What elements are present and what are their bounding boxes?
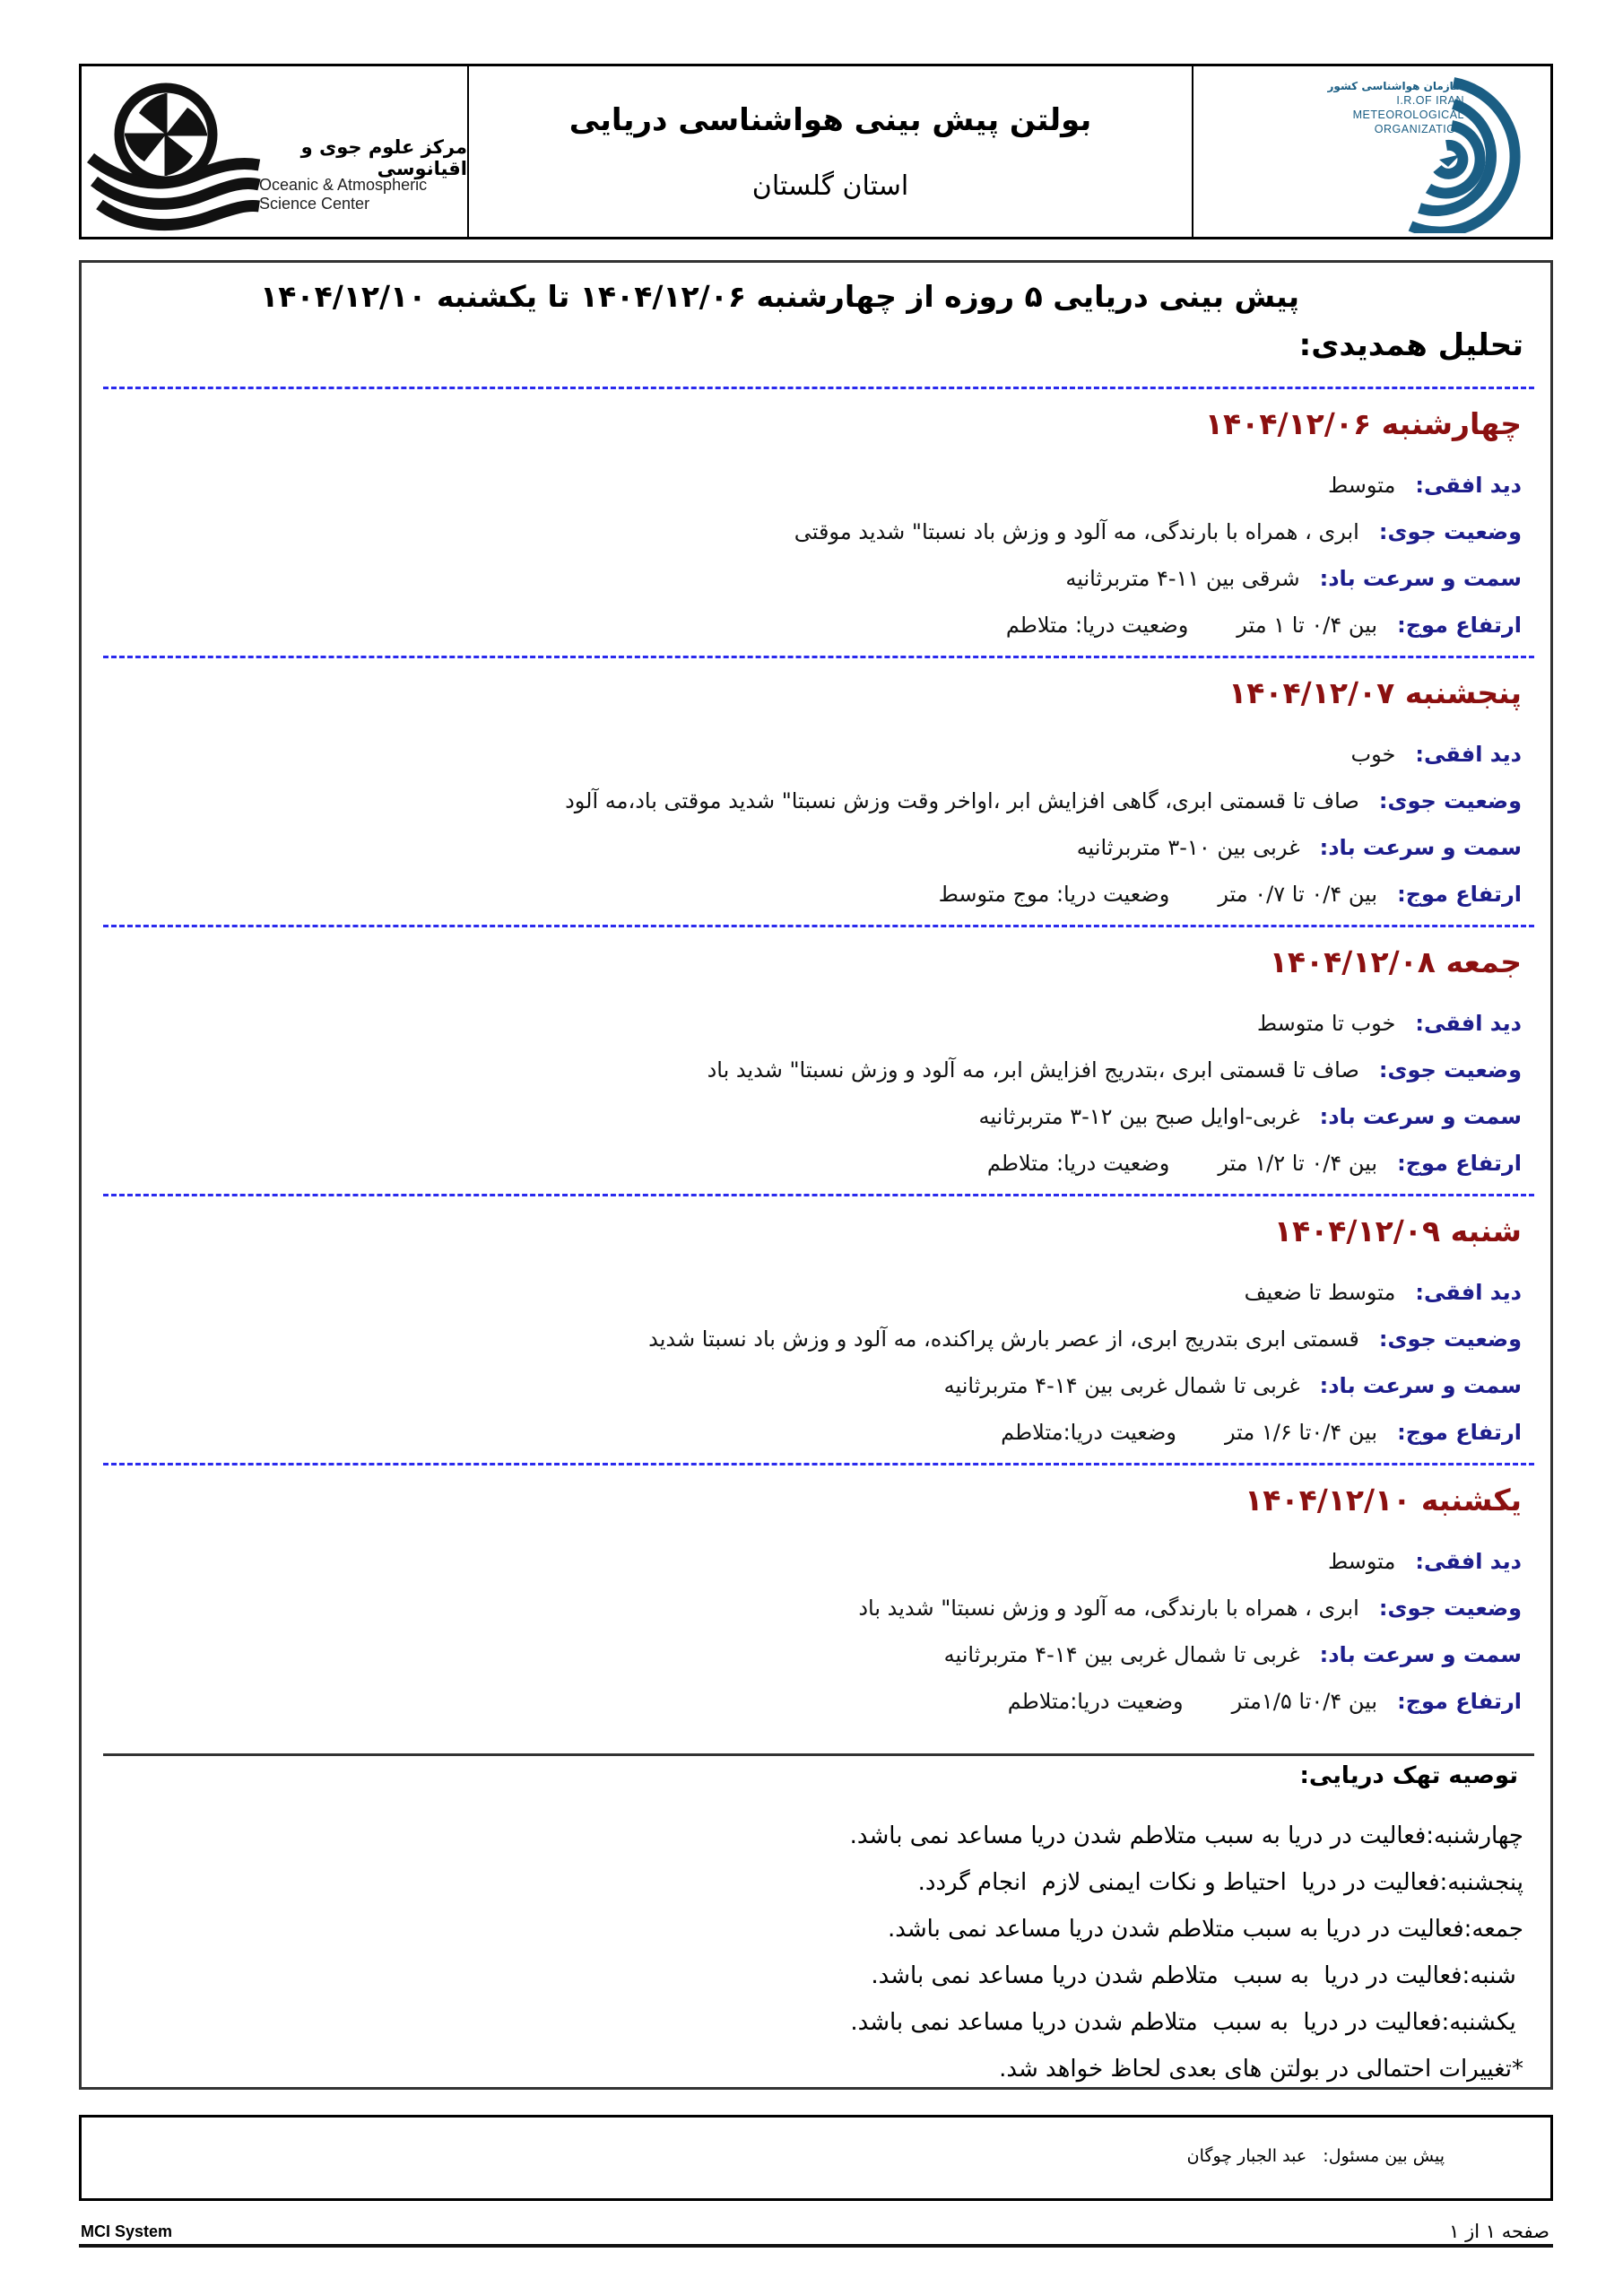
divider (103, 387, 1534, 389)
irimo-name-line2: METEOROLOGICAL (1352, 109, 1464, 121)
wind-label: سمت و سرعت باد: (1319, 835, 1522, 860)
day-title: شنبه ۱۴۰۴/۱۲/۰۹ (1273, 1213, 1522, 1248)
day-title: یکشنبه ۱۴۰۴/۱۲/۱۰ (1245, 1483, 1522, 1518)
wind-row (103, 1362, 1522, 1409)
divider (103, 1463, 1534, 1465)
wave-row (103, 1140, 1522, 1187)
day-forecast (103, 1475, 1522, 1725)
weather-row (103, 1585, 1522, 1631)
visibility-label: دید افقی: (1415, 1011, 1522, 1036)
weather-row (103, 778, 1522, 824)
wave-label: ارتفاع موج: (1397, 1420, 1522, 1445)
wind-row (103, 1093, 1522, 1140)
forecaster-label: پیش بین مسئول: (1323, 2146, 1445, 2166)
weather-label: وضعیت جوی: (1378, 1057, 1522, 1083)
sea-state-value: وضعیت دریا: موج متوسط (938, 882, 1170, 907)
wave-label: ارتفاع موج: (1397, 1151, 1522, 1176)
wind-row (103, 1631, 1522, 1678)
wind-label: سمت و سرعت باد: (1319, 1642, 1522, 1667)
wave-label: ارتفاع موج: (1397, 1689, 1522, 1714)
sea-state-value: وضعیت دریا: متلاطم (986, 1151, 1170, 1176)
visibility-value: خوب (1350, 742, 1396, 767)
weather-row (103, 1316, 1522, 1362)
visibility-row (103, 731, 1522, 778)
bulletin-title: بولتن پیش بینی هواشناسی دریایی (568, 101, 1092, 138)
wind-label: سمت و سرعت باد: (1319, 1104, 1522, 1129)
visibility-row (103, 1000, 1522, 1047)
weather-row (103, 509, 1522, 555)
divider (103, 1194, 1534, 1196)
wave-row (103, 871, 1522, 918)
weather-value: ابری ، همراه با بارندگی، مه آلود و وزش نسبتا" شدید باد (858, 1596, 1359, 1621)
day-title: جمعه ۱۴۰۴/۱۲/۰۸ (1269, 944, 1522, 979)
oasc-logo-cell (82, 66, 469, 237)
visibility-label: دید افقی: (1415, 742, 1522, 767)
advice-line: جمعه:فعالیت در دریا به سبب متلاطم شدن دریا مساعد نمی باشد. (887, 1916, 1523, 1943)
advice-title: توصیه تهک دریایی: (1299, 1762, 1518, 1789)
visibility-row (103, 1269, 1522, 1316)
wave-label: ارتفاع موج: (1397, 882, 1522, 907)
wave-value: بین ۰/۴تا ۱/۶ متر (1224, 1420, 1378, 1445)
page-number: صفحه ۱ از ۱ (1449, 2221, 1549, 2242)
wind-row (103, 824, 1522, 871)
sea-state-value: وضعیت دریا: متلاطم (1005, 613, 1189, 638)
wave-value: بین ۰/۴ تا ۱/۲ متر (1218, 1151, 1378, 1176)
sea-state-value: وضعیت دریا:متلاطم (1001, 1420, 1176, 1445)
day-title: چهارشنبه ۱۴۰۴/۱۲/۰۶ (1204, 406, 1522, 441)
visibility-label: دید افقی: (1415, 1549, 1522, 1574)
visibility-label: دید افقی: (1415, 473, 1522, 498)
wind-label: سمت و سرعت باد: (1319, 1373, 1522, 1398)
weather-label: وضعیت جوی: (1378, 1326, 1522, 1352)
advice-line: پنجشنبه:فعالیت در دریا احتیاط و نکات ایمنی لازم انجام گردد. (917, 1869, 1523, 1896)
forecaster-name: عبد الجبار چوگان (1186, 2146, 1307, 2166)
irimo-name-line3: ORGANIZATION (1374, 123, 1464, 135)
weather-label: وضعیت جوی: (1378, 519, 1522, 544)
wave-row (103, 1409, 1522, 1456)
day-forecast (103, 1206, 1522, 1456)
forecast-body (79, 260, 1553, 2090)
forecast-title: پیش بینی دریایی ۵ روزه از چهارشنبه ۱۴۰۴/۱۲/۰۶ تا یکشنبه ۱۴۰۴/۱۲/۱۰ (260, 279, 1299, 314)
province-name: استان گلستان (751, 170, 909, 202)
wave-value: بین ۰/۴ تا ۰/۷ متر (1218, 882, 1378, 907)
wind-row (103, 555, 1522, 602)
synoptic-analysis-title: تحلیل همدیدی: (1298, 327, 1523, 363)
advice-list (850, 1813, 1523, 2092)
weather-value: ابری ، همراه با بارندگی، مه آلود و وزش باد نسبتا" شدید موقتی (794, 519, 1359, 544)
oasc-name-en (259, 176, 427, 213)
wind-value: غربی تا شمال غربی بین ۱۴-۴ متربرثانیه (943, 1642, 1300, 1667)
weather-value: قسمتی ابری بتدریج ابری، از عصر بارش پراکنده، مه آلود و وزش باد نسبتا شدید (648, 1326, 1359, 1352)
irimo-name-line1: I.R.OF IRAN (1396, 94, 1464, 107)
oasc-name-en-line1: Oceanic & Atmospheric (259, 176, 428, 194)
wind-value: غربی-اوایل صبح بین ۱۲-۳ متربرثانیه (978, 1104, 1300, 1129)
advice-note: *تغییرات احتمالی در بولتن های بعدی لحاظ خواهد شد. (999, 2056, 1523, 2083)
page-footer (79, 2222, 1553, 2248)
forecaster-box (79, 2115, 1553, 2201)
oasc-name-fa: مرکز علوم جوی و اقیانوسی (300, 136, 467, 179)
wave-row (103, 602, 1522, 648)
weather-label: وضعیت جوی: (1378, 1596, 1522, 1621)
wind-value: شرقی بین ۱۱-۴ متربرثانیه (1065, 566, 1300, 591)
wind-label: سمت و سرعت باد: (1319, 566, 1522, 591)
wind-value: غربی تا شمال غربی بین ۱۴-۴ متربرثانیه (943, 1373, 1300, 1398)
irimo-logo-cell (1193, 66, 1550, 237)
irimo-name-fa: سازمان هواشناسی کشور (1327, 80, 1464, 92)
system-name: MCI System (81, 2222, 173, 2240)
weather-value: صاف تا قسمتی ابری ،بتدریج افزایش ابر، مه آلود و وزش نسبتا" شدید باد (707, 1057, 1359, 1083)
divider (103, 925, 1534, 927)
visibility-value: خوب تا متوسط (1256, 1011, 1396, 1036)
visibility-value: متوسط (1327, 1549, 1396, 1574)
visibility-row (103, 462, 1522, 509)
visibility-value: متوسط (1327, 473, 1396, 498)
wind-value: غربی بین ۱۰-۳ متربرثانیه (1076, 835, 1300, 860)
wave-row (103, 1678, 1522, 1725)
visibility-label: دید افقی: (1415, 1280, 1522, 1305)
day-forecast (103, 668, 1522, 918)
weather-row (103, 1047, 1522, 1093)
advice-line: یکشنبه:فعالیت در دریا به سبب متلاطم شدن دریا مساعد نمی باشد. (850, 2009, 1523, 2036)
wave-label: ارتفاع موج: (1397, 613, 1522, 638)
irimo-name (1328, 79, 1464, 136)
divider (103, 656, 1534, 658)
day-forecast (103, 937, 1522, 1187)
bulletin-header (79, 64, 1553, 239)
header-title-cell (469, 66, 1193, 237)
forecaster (1187, 2146, 1445, 2166)
wave-value: بین ۰/۴تا ۱/۵متر (1231, 1689, 1378, 1714)
wave-value: بین ۰/۴ تا ۱ متر (1237, 613, 1378, 638)
day-title: پنجشنبه ۱۴۰۴/۱۲/۰۷ (1228, 675, 1522, 710)
advice-line: شنبه:فعالیت در دریا به سبب متلاطم شدن دریا مساعد نمی باشد. (871, 1962, 1523, 1989)
visibility-row (103, 1538, 1522, 1585)
oasc-name-en-line2: Science Center (259, 195, 370, 213)
weather-value: صاف تا قسمتی ابری، گاهی افزایش ابر ،اواخر وقت وزش نسبتا" شدید موقتی باد،مه آلود (565, 788, 1359, 813)
weather-label: وضعیت جوی: (1378, 788, 1522, 813)
visibility-value: متوسط تا ضعیف (1244, 1280, 1396, 1305)
advice-line: چهارشنبه:فعالیت در دریا به سبب متلاطم شدن دریا مساعد نمی باشد. (849, 1822, 1523, 1849)
day-forecast (103, 399, 1522, 648)
sea-state-value: وضعیت دریا:متلاطم (1007, 1689, 1184, 1714)
advice-divider (103, 1753, 1534, 1756)
